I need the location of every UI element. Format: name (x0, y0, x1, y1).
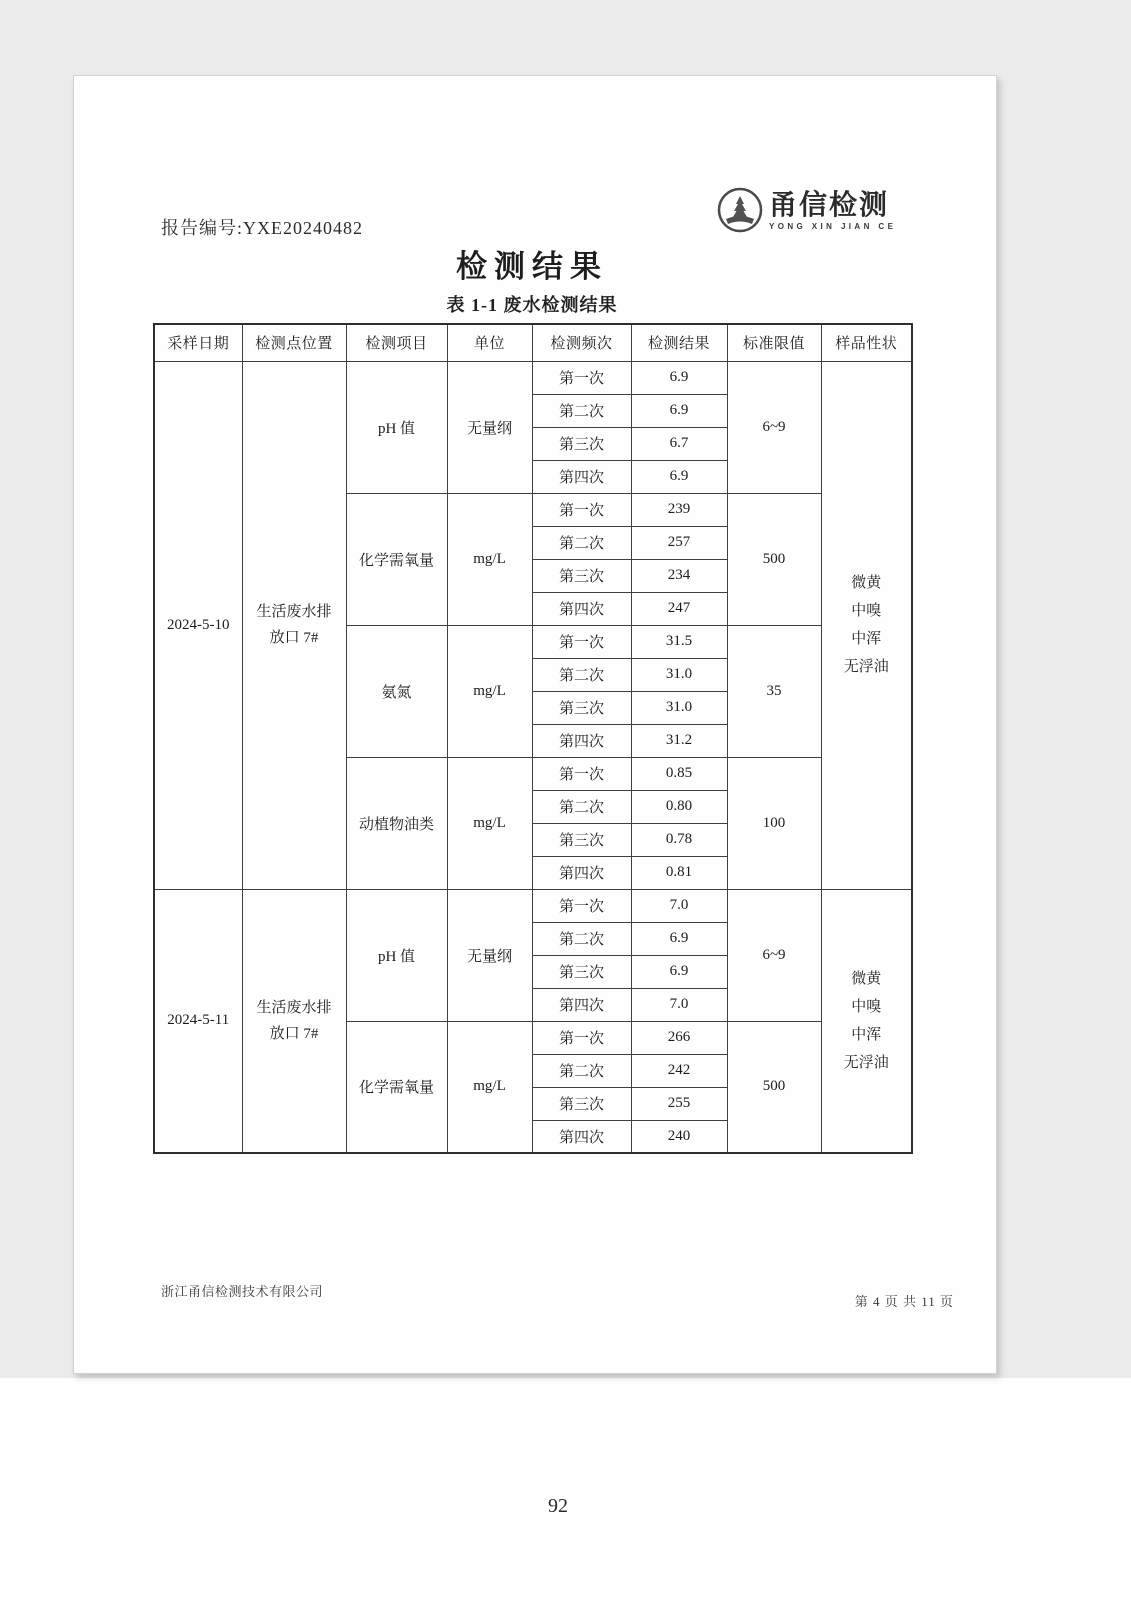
result-cell: 247 (631, 592, 727, 625)
frequency-cell: 第一次 (532, 361, 631, 394)
limit-cell: 35 (727, 625, 821, 757)
column-header: 检测点位置 (242, 324, 346, 361)
item-name-cell: 化学需氧量 (346, 1021, 447, 1153)
frequency-cell: 第三次 (532, 1087, 631, 1120)
appearance-line: 微黄 (851, 575, 882, 591)
result-cell: 0.80 (631, 790, 727, 823)
result-cell: 239 (631, 493, 727, 526)
logo-name: 甬信检测 (769, 188, 890, 220)
limit-cell: 500 (727, 1021, 821, 1153)
page-title: 检测结果 (456, 249, 608, 284)
frequency-cell: 第四次 (532, 856, 631, 889)
unit-cell: mg/L (447, 493, 532, 625)
frequency-cell: 第三次 (532, 559, 631, 592)
frequency-cell: 第一次 (532, 625, 631, 658)
report-number: 报告编号:YXE20240482 (161, 218, 363, 238)
result-cell: 0.81 (631, 856, 727, 889)
frequency-cell: 第二次 (532, 526, 631, 559)
column-header: 采样日期 (154, 324, 242, 361)
item-name-cell: pH 值 (346, 889, 447, 1021)
frequency-cell: 第四次 (532, 1120, 631, 1153)
limit-cell: 500 (727, 493, 821, 625)
result-cell: 0.78 (631, 823, 727, 856)
document-page-number: 92 (548, 1495, 568, 1517)
result-cell: 7.0 (631, 988, 727, 1021)
result-cell: 31.0 (631, 658, 727, 691)
frequency-cell: 第三次 (532, 955, 631, 988)
result-cell: 7.0 (631, 889, 727, 922)
logo-text-block (769, 190, 896, 231)
appearance-line: 无浮油 (843, 1054, 889, 1071)
table-row (154, 361, 912, 394)
appearance-line: 中浑 (851, 631, 882, 647)
appearance-line: 中嗅 (851, 998, 882, 1015)
frequency-cell: 第二次 (532, 790, 631, 823)
column-header: 检测项目 (346, 324, 447, 361)
column-header: 单位 (447, 324, 532, 361)
company-logo (716, 186, 896, 234)
appearance-line: 无浮油 (843, 659, 889, 675)
logo-subtitle: YONG XIN JIAN CE (769, 221, 897, 231)
frequency-cell: 第四次 (532, 988, 631, 1021)
sample-date-cell: 2024-5-10 (154, 361, 242, 889)
table-caption: 表 1-1 废水检测结果 (446, 295, 618, 315)
appearance-line: 中浑 (851, 1026, 882, 1043)
frequency-cell: 第三次 (532, 427, 631, 460)
frequency-cell: 第一次 (532, 757, 631, 790)
footer-page-info: 第 4 页 共 11 页 (854, 1294, 954, 1309)
frequency-cell: 第三次 (532, 691, 631, 724)
limit-cell: 6~9 (727, 361, 821, 493)
appearance-line: 微黄 (851, 970, 882, 987)
frequency-cell: 第二次 (532, 658, 631, 691)
frequency-cell: 第二次 (532, 1054, 631, 1087)
column-header: 样品性状 (821, 324, 912, 361)
result-cell: 6.9 (631, 361, 727, 394)
frequency-cell: 第二次 (532, 394, 631, 427)
result-cell: 6.9 (631, 922, 727, 955)
appearance-cell (821, 889, 912, 1153)
column-header: 检测结果 (631, 324, 727, 361)
tree-emblem-icon (716, 186, 764, 234)
result-cell: 255 (631, 1087, 727, 1120)
result-cell: 6.9 (631, 394, 727, 427)
column-header: 检测频次 (532, 324, 631, 361)
frequency-cell: 第三次 (532, 823, 631, 856)
frequency-cell: 第一次 (532, 493, 631, 526)
column-header: 标准限值 (727, 324, 821, 361)
frequency-cell: 第四次 (532, 724, 631, 757)
result-cell: 6.7 (631, 427, 727, 460)
unit-cell: mg/L (447, 1021, 532, 1153)
appearance-line: 中嗅 (851, 603, 882, 619)
unit-cell: 无量纲 (447, 889, 532, 1021)
item-name-cell: 动植物油类 (346, 757, 447, 889)
frequency-cell: 第四次 (532, 592, 631, 625)
results-table-container (153, 323, 913, 1154)
limit-cell: 100 (727, 757, 821, 889)
unit-cell: mg/L (447, 625, 532, 757)
result-cell: 31.2 (631, 724, 727, 757)
location-cell: 生活废水排放口 7# (242, 361, 346, 889)
document-page (73, 75, 997, 1374)
footer-company: 浙江甬信检测技术有限公司 (161, 1284, 324, 1299)
unit-cell: 无量纲 (447, 361, 532, 493)
result-cell: 266 (631, 1021, 727, 1054)
frequency-cell: 第四次 (532, 460, 631, 493)
result-cell: 257 (631, 526, 727, 559)
result-cell: 242 (631, 1054, 727, 1087)
results-table (153, 323, 913, 1154)
table-header-row (154, 324, 912, 361)
result-cell: 234 (631, 559, 727, 592)
result-cell: 240 (631, 1120, 727, 1153)
result-cell: 6.9 (631, 955, 727, 988)
result-cell: 31.5 (631, 625, 727, 658)
item-name-cell: pH 值 (346, 361, 447, 493)
frequency-cell: 第一次 (532, 1021, 631, 1054)
location-cell: 生活废水排放口 7# (242, 889, 346, 1153)
result-cell: 6.9 (631, 460, 727, 493)
result-cell: 31.0 (631, 691, 727, 724)
sample-date-cell: 2024-5-11 (154, 889, 242, 1153)
result-cell: 0.85 (631, 757, 727, 790)
item-name-cell: 氨氮 (346, 625, 447, 757)
unit-cell: mg/L (447, 757, 532, 889)
limit-cell: 6~9 (727, 889, 821, 1021)
table-row (154, 889, 912, 922)
appearance-cell (821, 361, 912, 889)
item-name-cell: 化学需氧量 (346, 493, 447, 625)
frequency-cell: 第一次 (532, 889, 631, 922)
frequency-cell: 第二次 (532, 922, 631, 955)
